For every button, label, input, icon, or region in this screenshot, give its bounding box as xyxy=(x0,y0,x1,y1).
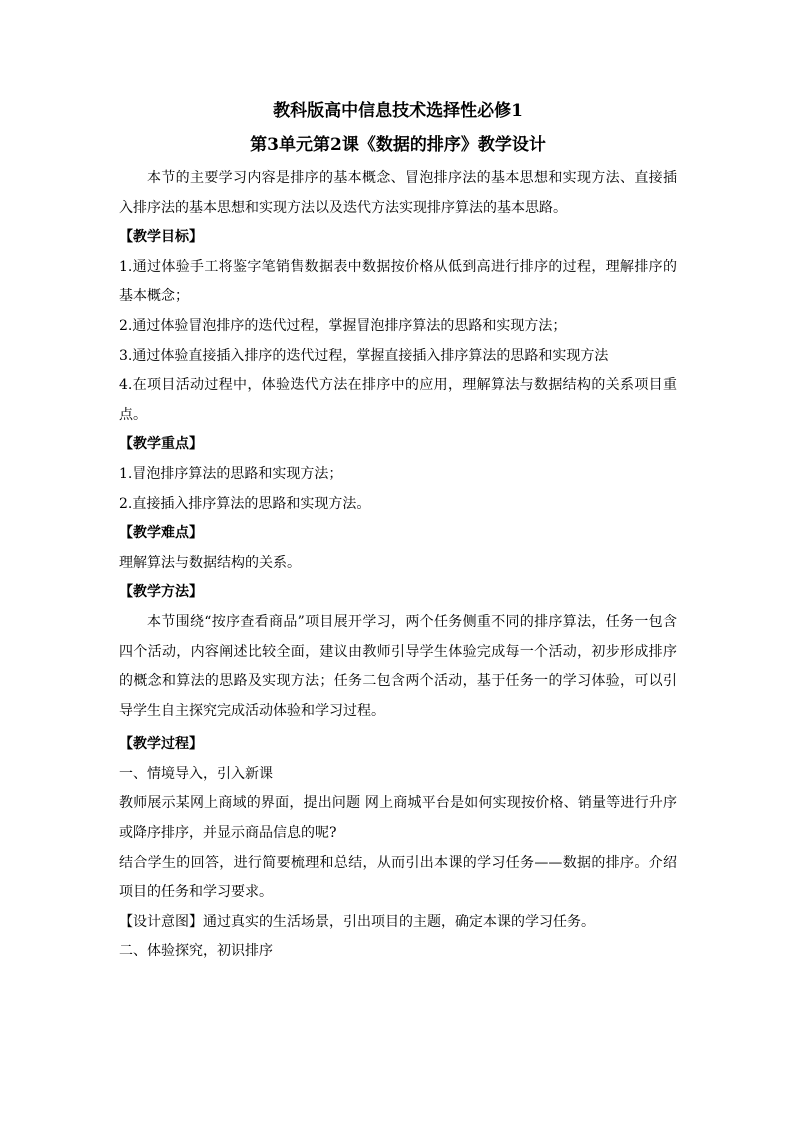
methods-paragraph: 本节围绕“按序查看商品”项目展开学习，两个任务侧重不同的排序算法，任务一包含四个活动，内容阐述比较全面，建议由教师引导学生体验完成每一个活动，初步形成排序的概念和算法的思路及实现方法；任务二包含两个活动，基于任务一的学习体验，可以引导学生自主探究完成活动体验和学习过程。 xyxy=(119,613,677,719)
key-points-heading: 【教学重点】 xyxy=(119,436,203,453)
goal-item-2: 2.通过体验冒泡排序的迭代过程，掌握冒泡排序算法的思路和实现方法； xyxy=(119,317,567,334)
goals-heading: 【教学目标】 xyxy=(119,229,203,246)
process-heading: 【教学过程】 xyxy=(119,736,203,753)
difficulties-heading: 【教学难点】 xyxy=(119,525,203,542)
doc-title-line1: 教科版高中信息技术选择性必修1 xyxy=(273,101,523,121)
process-section-1: 一、情境导入，引入新课 xyxy=(119,765,273,782)
methods-heading: 【教学方法】 xyxy=(119,584,203,601)
difficulties-text: 理解算法与数据结构的关系。 xyxy=(119,554,301,571)
process-section-2: 二、体验探究，初识排序 xyxy=(119,943,273,960)
design-intent: 【设计意图】通过真实的生活场景，引出项目的主题，确定本课的学习任务。 xyxy=(119,913,595,930)
intro-paragraph: 本节的主要学习内容是排序的基本概念、冒泡排序法的基本思想和实现方法、直接插入排序法的基本思想和实现方法以及迭代方法实现排序算法的基本思路。 xyxy=(119,170,677,216)
process-paragraph-1: 教师展示某网上商域的界面，提出问题 网上商城平台是如何实现按价格、销量等进行升序或降序排序，并显示商品信息的呢? xyxy=(119,795,677,842)
process-paragraph-2: 结合学生的回答，进行简要梳理和总结，从而引出本课的学习任务——数据的排序。介绍项目的任务和学习要求。 xyxy=(119,854,677,901)
doc-title-line2: 第3单元第2课《数据的排序》教学设计 xyxy=(250,135,546,155)
goal-item-4: 4.在项目活动过程中，体验迭代方法在排序中的应用，理解算法与数据结构的关系项目重点。 xyxy=(119,377,677,423)
goal-item-1: 1.通过体验手工将鉴字笔销售数据表中数据按价格从低到高进行排序的过程，理解排序的基本概念； xyxy=(119,258,677,305)
key-point-item-1: 1.冒泡排序算法的思路和实现方法； xyxy=(119,465,343,482)
goal-item-3: 3.通过体验直接插入排序的迭代过程，掌握直接插入排序算法的思路和实现方法 xyxy=(119,347,609,364)
key-point-item-2: 2.直接插入排序算法的思路和实现方法。 xyxy=(119,495,371,512)
document-body xyxy=(119,95,677,967)
